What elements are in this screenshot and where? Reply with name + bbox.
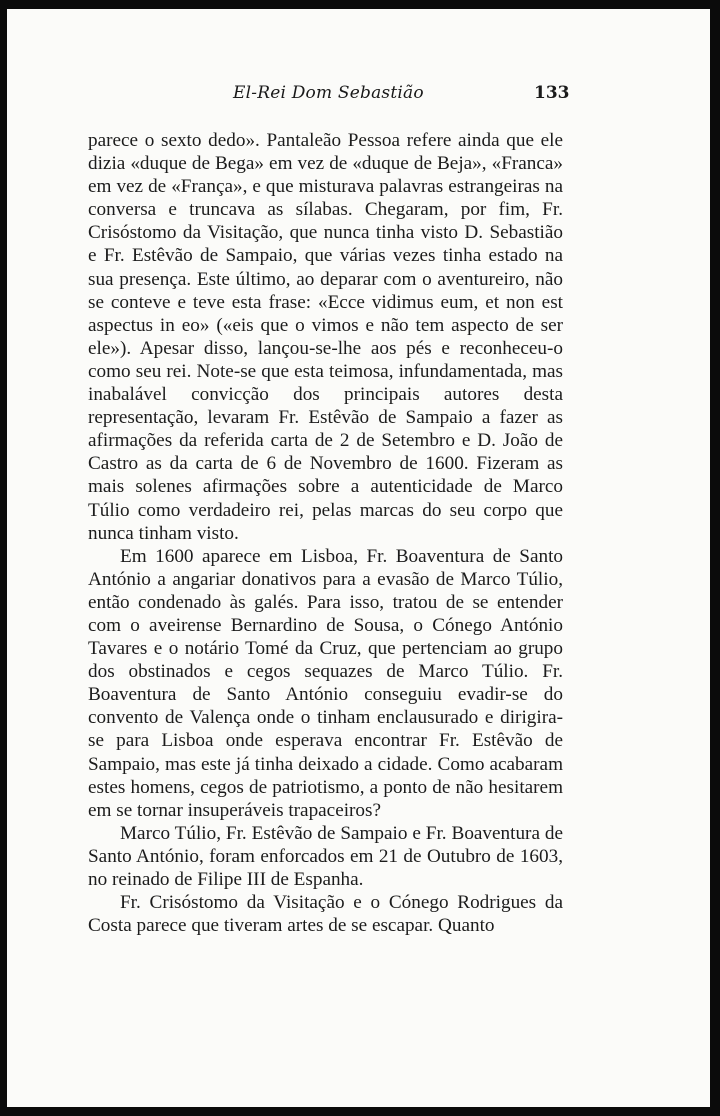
page-number: 133 (534, 83, 570, 103)
running-title: El-Rei Dom Sebastião (233, 83, 424, 103)
body-text (88, 129, 563, 937)
paragraph: Fr. Crisóstomo da Visitação e o Cónego Rodrigues da Costa parece que tiveram artes de se escapar. Quanto (88, 892, 563, 937)
page-header (7, 83, 710, 113)
book-page (7, 9, 710, 1107)
paragraph: Em 1600 aparece em Lisboa, Fr. Boaventura de Santo António a angariar donativos para a evasão de Marco Túlio, então condenado às galés. Para isso, tratou de se entender com o aveirense Bernardino de Sousa, o Cónego António Tavares e o notário Tomé da Cruz, que pertenciam ao grupo dos obstinados e cegos sequazes de Marco Túlio. Fr. Boaventura de Santo António conseguiu evadir-se do convento de Valença onde o tinham enclausurado e dirigira-se para Lisboa onde esperava encontrar Fr. Estêvão de Sampaio, mas este já tinha deixado a cidade. Como acabaram estes homens, cegos de patriotismo, a ponto de não hesitarem em se tornar insuperáveis trapaceiros? (88, 545, 563, 821)
paragraph: Marco Túlio, Fr. Estêvão de Sampaio e Fr. Boaventura de Santo António, foram enforcados em 21 de Outubro de 1603, no reinado de Filipe III de Espanha. (88, 822, 563, 890)
paragraph: parece o sexto dedo». Pantaleão Pessoa refere ainda que ele dizia «duque de Bega» em vez de «duque de Beja», «Franca» em vez de «França», e que misturava palavras estrangeiras na conversa e truncava as sílabas. Chegaram, por fim, Fr. Crisóstomo da Visitação, que nunca tinha visto D. Sebastião e Fr. Estêvão de Sampaio, que várias vezes tinha estado na sua presença. Este último, ao deparar com o aventureiro, não se conteve e teve esta frase: «Ecce vidimus eum, et non est aspectus in eo» («eis que o vimos e não tem aspecto de ser ele»). Apesar disso, lançou-se-lhe aos pés e reconheceu-o como seu rei. Note-se que esta teimosa, infundamentada, mas inabalável convicção dos principais autores desta representação, levaram Fr. Estêvão de Sampaio a fazer as afirmações da referida carta de 2 de Setembro e D. João de Castro as da carta de 6 de Novembro de 1600. Fizeram as mais solenes afirmações sobre a autenticidade de Marco Túlio como verdadeiro rei, pelas marcas do seu corpo que nunca tinham visto. (88, 130, 563, 544)
